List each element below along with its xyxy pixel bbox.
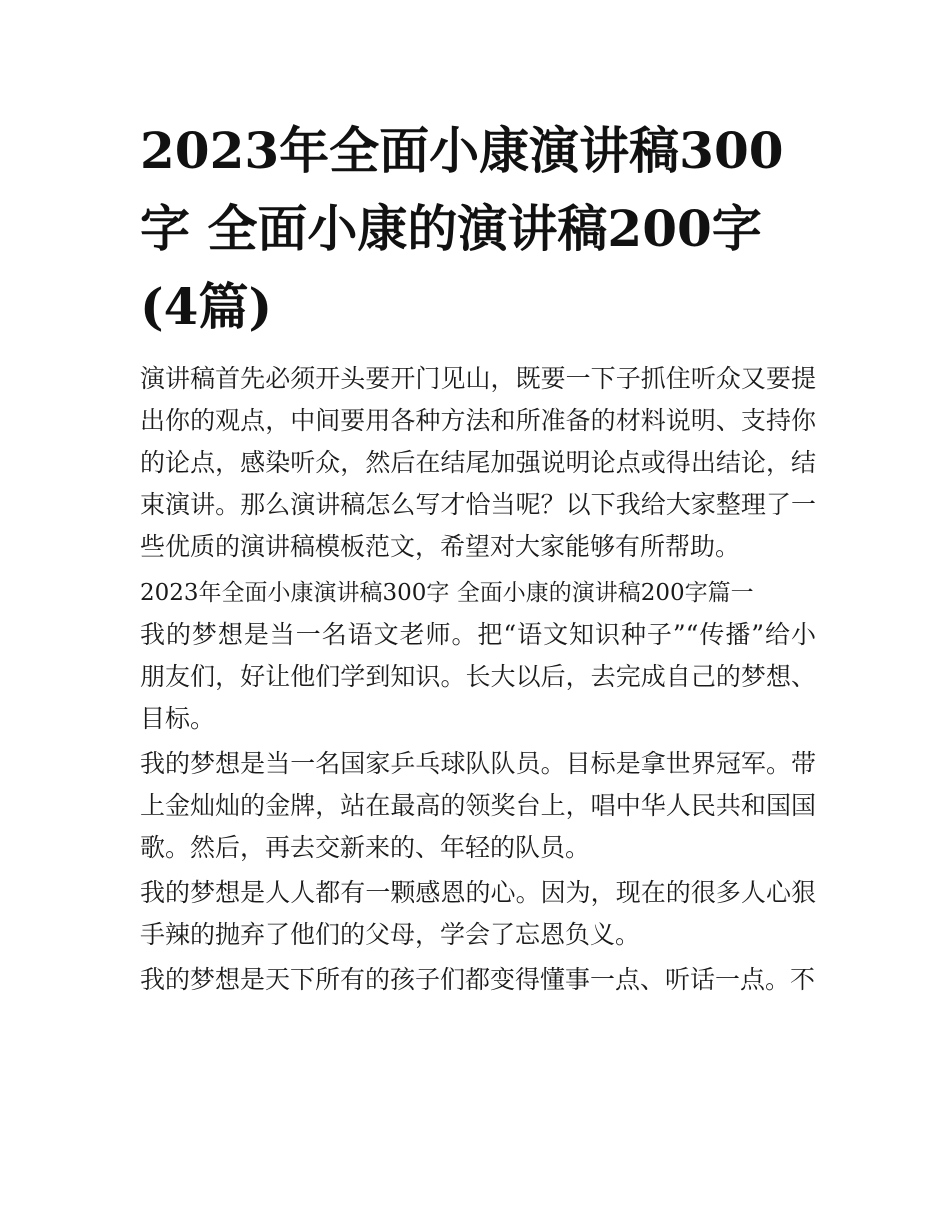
body-paragraph: 我的梦想是人人都有一颗感恩的心。因为，现在的很多人心狠手辣的抛弃了他们的父母，学会了忘恩负义。: [140, 878, 816, 949]
intro-paragraph: 演讲稿首先必须开头要开门见山，既要一下子抓住听众又要提出你的观点，中间要用各种方法和所准备的材料说明、支持你的论点，感染听众，然后在结尾加强说明论点或得出结论，结束演讲。那么演讲稿怎么写才恰当呢？以下我给大家整理了一些优质的演讲稿模板范文，希望对大家能够有所帮助。: [140, 364, 816, 561]
document-title: 2023年全面小康演讲稿300字 全面小康的演讲稿200字(4篇): [140, 121, 784, 336]
section-heading: 2023年全面小康演讲稿300字 全面小康的演讲稿200字篇一: [140, 580, 754, 606]
document-body: [140, 358, 816, 1001]
body-paragraph: 我的梦想是当一名语文老师。把“语文知识种子”“传播”给小朋友们，好让他们学到知识。长大以后，去完成自己的梦想、目标。: [140, 620, 816, 733]
body-paragraph: 我的梦想是当一名国家乒乓球队队员。目标是拿世界冠军。带上金灿灿的金牌，站在最高的领奖台上，唱中华人民共和国国歌。然后，再去交新来的、年轻的队员。: [140, 749, 816, 862]
body-paragraph: 我的梦想是天下所有的孩子们都变得懂事一点、听话一点。不: [140, 965, 816, 994]
